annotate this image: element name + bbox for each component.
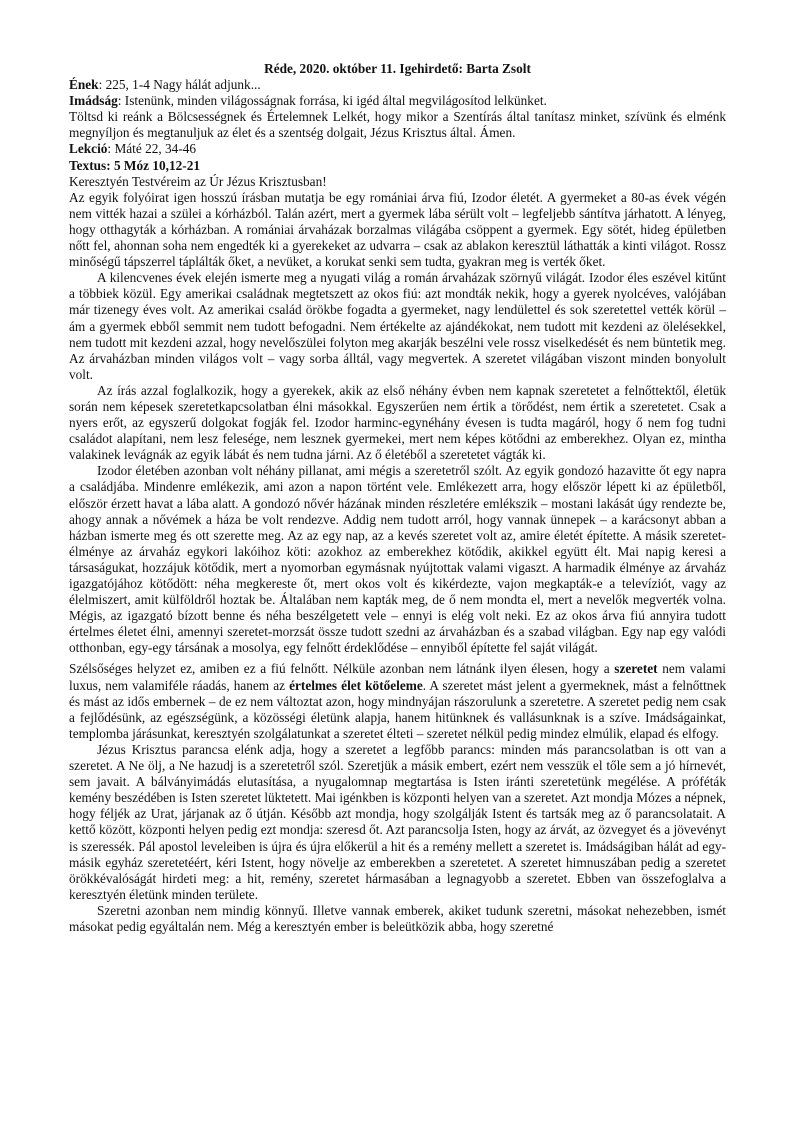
- textus-label: Textus: 5 Móz 10,12-21: [69, 157, 200, 173]
- page-title: Réde, 2020. október 11. Igehirdető: Barta Zsolt: [264, 61, 531, 76]
- lekcio-line: [69, 141, 726, 157]
- enek-text: : 225, 1-4 Nagy hálát adjunk...: [98, 77, 261, 93]
- paragraph-2: A kilencvenes évek elején ismerte meg a nyugati világ a román árvaházak szörnyű világát. Izodor éles eszével kitűnt a többiek közül. Egy amerikai családnak megtetszett az okos fiú: azt mondták nekik, hogy a gyerek nyolcéves, valójában már tizenegy éves volt. Az amerikai család örökbe fogadta a gyermeket, nagy lendülettel és sok szeretettel vették körül – ám a gyermek ebből semmit nem tudott befogadni. Nem értékelte az ajándékokat, nem tudott mit kezdeni az ölelésekkel, nem tudott mit kezdeni azzal, hogy nevelőszülei folyton meg akarják beszélni vele rossz viselkedését és nem büntetik meg. Az árvaházban minden világos volt – vagy sorba álltál, vagy megvertek. A szeretet világában viszont minden bonyolult volt.: [69, 270, 726, 382]
- textus-line: [69, 158, 726, 174]
- p5-text-c: nem valami luxus, nem valamiféle ráadás, hanem az: [69, 661, 726, 693]
- paragraph-3: Az írás azzal foglalkozik, hogy a gyerekek, akik az első néhány évben nem kapnak szeretetet a felnőttektől, életük során nem képesek szeretetkapcsolatban élni másokkal. Egyszerűen nem értik a törődést, nem értik a szeretetet. Csak a nyers erőt, az egyszerű dolgokat fogják fel. Izodor harminc-egynéhány évesen is tudta magáról, hogy ő nem fog tudni családot alapítani, nem lesz felesége, nem lesznek gyermekei, mert nem képes kötődni az emberekhez. Olyan ez, mintha valakinek levágnák az egyik lábát és nem tudna járni. Az ő életéből a szeretetet vágták ki.: [69, 382, 726, 463]
- imadsag-label: Imádság: [69, 93, 118, 109]
- lekcio-label: Lekció: [69, 141, 108, 157]
- sermon-page: [69, 61, 726, 935]
- imadsag-text: : Istenünk, minden világosságnak forrása, ki igéd által megvilágosítod lelkünket.: [117, 93, 547, 109]
- greeting: Keresztyén Testvéreim az Úr Jézus Krisztusban!: [69, 173, 327, 189]
- p5-text-a: Szélsőséges helyzet ez, amiben ez a fiú felnőtt. Nélküle azonban nem látnánk ilyen élesen, hogy a: [69, 661, 615, 677]
- paragraph-6: Jézus Krisztus parancsa elénk adja, hogy a szeretet a legfőbb parancs: minden más parancsolatban is ott van a szeretet. A Ne ölj, a Ne hazudj is a szeretetről szól. Szeretjük a másik embert, ezért nem vesszük el tőle sem a jó hírnevét, sem javait. A bálványimádás elutasítása, a nyugalomnap megtartása is Isten iránti szeretetünk megélése. A próféták kemény beszédében is Isten szeretet lüktetett. Mai igénkben is központi helyen van a szeretet. Azt mondja Mózes a népnek, hogy féljék az Urat, járjanak az ő útján. Később azt mondja, hogy szolgálják Istent és tartsák meg az ő parancsolatait. A kettő között, központi helyen pedig ezt mondja: szeresd őt. Azt parancsolja Isten, hogy az árvát, az özvegyet és a jövevényt is szeressék. Pál apostol leveleiben is újra és újra előkerül a hit és a remény mellett a szeretet is. Imádságiban hálát ad egy-másik egyház szeretetéért, kéri Istent, hogy növelje az emberekben a szeretetet. A szeretet himnuszában pedig a szeretet örökkévalóságát hirdeti meg: a hit, remény, szeretet hármasában a legnagyobb a szeretet. Ebben van összefoglalva a keresztyén életünk minden területe.: [69, 741, 726, 902]
- p5-text-e: . A szeretet mást jelent a gyermeknek, mást a felnőttnek és mást az idős embernek – de ez nem változtat azon, hogy mindnyájan rászorulunk a szeretetre. A szeretet pedig nem csak a fejlődésünk, az egészségünk, a közösségi életünk alapja, hanem hitünknek és vallásunknak is a szíve. Imádságainkat, templomba járásunkat, keresztyén szolgálatunkat a szeretet élteti – szeretet nélkül pedig mindez elmúlik, elapad és elfogy.: [69, 677, 726, 741]
- p5-bold-kotoeleme: értelmes élet kötőeleme: [289, 677, 423, 693]
- lekcio-text: : Máté 22, 34-46: [107, 141, 197, 157]
- enek-label: Ének: [69, 77, 99, 93]
- paragraph-7: Szeretni azonban nem mindig könnyű. Illetve vannak emberek, akiket tudunk szeretni, másokat nehezebben, ismét másokat pedig egyáltalán nem. Még a keresztyén ember is beleütközik abba, hogy szeretné: [69, 902, 726, 934]
- p5-bold-szeretet: szeretet: [614, 661, 658, 677]
- enek-line: [69, 77, 726, 93]
- imadsag-continued: Töltsd ki reánk a Bölcsességnek és Értelemnek Lelkét, hogy mikor a Szentírás által tanítasz minket, szívünk és elménk megnyíljon és megtanuljuk az élet és a szentség dolgait, Jézus Krisztus által. Ámen.: [69, 109, 726, 141]
- imadsag-line: [69, 93, 726, 109]
- paragraph-4: Izodor életében azonban volt néhány pillanat, ami mégis a szeretetről szólt. Az egyik gondozó hazavitte őt egy napra a családjába. Mindenre emlékezik, ami azon a napon történt vele. Emlékezett arra, hogy először lépett ki az épületből, először érzett havat a lába alatt. A gondozó nővér házának minden részletére emlékszik – mostani lakását úgy rendezte be, ahogy annak a nővémek a háza be volt rendezve. Addig nem tudott arról, hogy vannak ünnepek – a karácsonyt abban a házban ismerte meg és ott szerette meg. Az az egy nap, az a kevés szeretet volt az, amire életét építette. A másik szeretet-élménye az árvaház egykori lakóihoz köti: azokhoz az emberekhez kötődik, akikkel együtt élt. Mai napig keresi a társaságukat, hozzájuk kötődik, mert a nyomorban egymásnak nyújtottak valami vigaszt. A harmadik élménye az árvaház igazgatójához kötődött: néha megkereste őt, mert okos volt és kikérdezte, vajon megkapták-e a televíziót, vagy az élelmiszert, amit külföldről hoztak be. Általában nem kapták meg, de ő nem mondta el, mert a nevelők megverték volna. Mégis, az igazgató bízott benne és néha beszélgetett vele – ennyi is elég volt neki. Ez az okos árva fiú annyira tudott értelmes életet élni, amennyi szeretet-morzsát össze tudott szedni az árvaházban és a szabad világban. Egy nap egy valódi otthonban, egy-egy társának a mosolya, egy felnőtt érdeklődése – ennyiből építette fel saját világát.: [69, 463, 726, 656]
- paragraph-5: [69, 661, 726, 741]
- paragraph-1: Az egyik folyóirat igen hosszú írásban mutatja be egy romániai árva fiú, Izodor életét. A gyermeket a 80-as évek végén nem vitték hazai a szülei a kórházból. Talán azért, mert a gyermek lába sérült volt – legfeljebb sántítva járhatott. A lényeg, hogy otthagyták a kórházban. A romániai árvaházak borzalmas világába csöppent a gyermek. Egy sötét, hideg épületben nőtt fel, ahonnan soha nem engedték ki a gyerekeket az udvarra – csak az ablakon keresztül láthatták a kinti világot. Rossz minőségű tápszerrel táplálták őket, a nevüket, a korukat senki sem tudta, gyakran meg is verték őket.: [69, 189, 726, 270]
